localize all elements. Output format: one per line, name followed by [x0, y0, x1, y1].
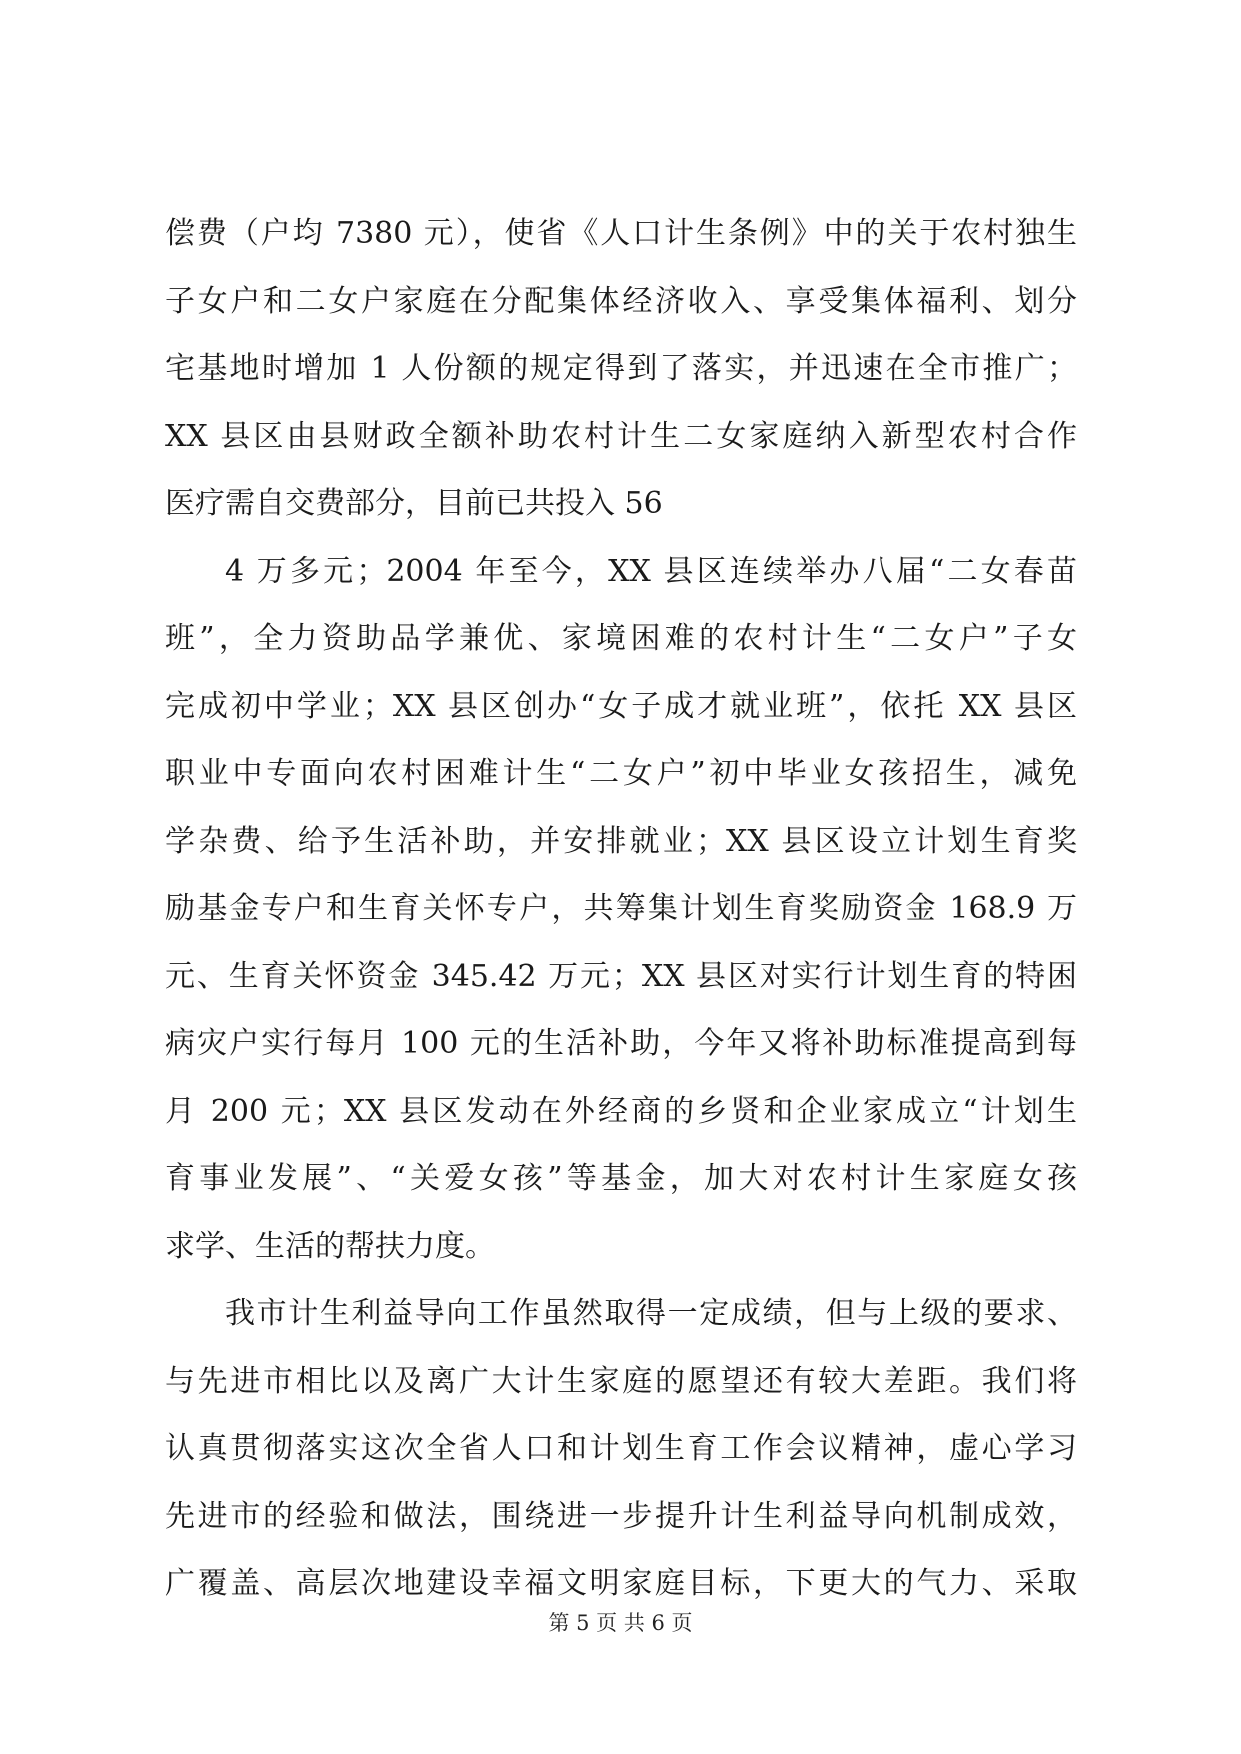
paragraph-2-line-4: 职业中专面向农村困难计生“二女户”初中毕业女孩招生，减免	[165, 756, 1077, 791]
paragraph-1-line-1: 偿费（户均 7380 元），使省《人口计生条例》中的关于农村独生	[165, 216, 1077, 251]
paragraph-1-line-3: 宅基地时增加 1 人份额的规定得到了落实，并迅速在全市推广；	[165, 351, 1077, 386]
paragraph-1-line-5: 医疗需自交费部分，目前已共投入 56	[165, 486, 663, 521]
paragraph-3-line-3: 认真贯彻落实这次全省人口和计划生育工作会议精神，虚心学习	[165, 1431, 1077, 1466]
page-footer	[0, 1608, 1241, 1638]
paragraph-1-line-2: 子女户和二女户家庭在分配集体经济收入、享受集体福利、划分	[165, 283, 1077, 319]
paragraph-1-line-4: XX 县区由县财政全额补助农村计生二女家庭纳入新型农村合作	[165, 418, 1077, 454]
paragraph-3-line-1: 我市计生利益导向工作虽然取得一定成绩，但与上级的要求、	[225, 1296, 1077, 1331]
document-body	[165, 200, 1077, 1618]
paragraph-2-line-2: 班”，全力资助品学兼优、家境困难的农村计生“二女户”子女	[165, 621, 1077, 656]
paragraph-3-line-4: 先进市的经验和做法，围绕进一步提升计生利益导向机制成效，	[165, 1498, 1077, 1534]
paragraph-2-line-9: 月 200 元；XX 县区发动在外经商的乡贤和企业家成立“计划生	[165, 1093, 1077, 1129]
paragraph-2-line-11: 求学、生活的帮扶力度。	[165, 1228, 495, 1264]
paragraph-2-line-3: 完成初中学业；XX 县区创办“女子成才就业班”，依托 XX 县区	[165, 688, 1077, 724]
paragraph-2-line-7: 元、生育关怀资金 345.42 万元；XX 县区对实行计划生育的特困	[165, 958, 1077, 994]
paragraph-3-line-5: 广覆盖、高层次地建设幸福文明家庭目标，下更大的气力、采取	[165, 1566, 1077, 1601]
page-number-label: 第 5 页 共 6 页	[548, 1611, 693, 1635]
paragraph-2-line-6: 励基金专户和生育关怀专户，共筹集计划生育奖励资金 168.9 万	[165, 891, 1077, 926]
paragraph-2-line-10: 育事业发展”、“关爱女孩”等基金，加大对农村计生家庭女孩	[165, 1161, 1077, 1196]
paragraph-2-line-1: 4 万多元；2004 年至今，XX 县区连续举办八届“二女春苗	[225, 553, 1077, 589]
paragraph-2-line-5: 学杂费、给予生活补助，并安排就业；XX 县区设立计划生育奖	[165, 823, 1077, 859]
paragraph-2-line-8: 病灾户实行每月 100 元的生活补助，今年又将补助标准提高到每	[165, 1026, 1077, 1061]
paragraph-3-line-2: 与先进市相比以及离广大计生家庭的愿望还有较大差距。我们将	[165, 1363, 1077, 1399]
